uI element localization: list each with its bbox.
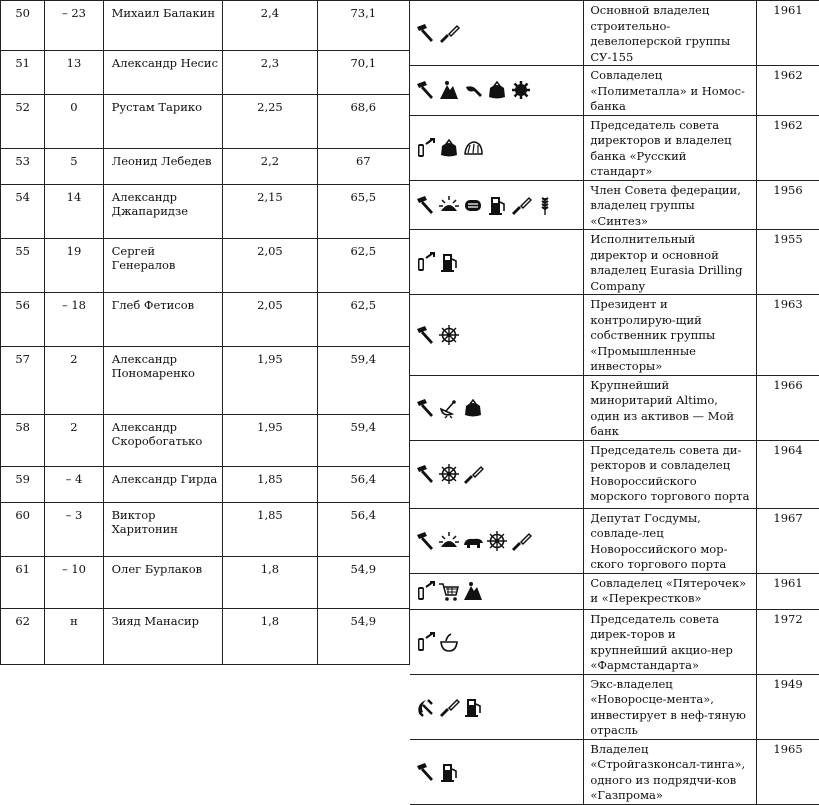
ranking-row	[1, 51, 410, 95]
ranking-row	[1, 347, 410, 415]
ranking-row	[1, 467, 410, 503]
sickle-icon	[414, 696, 436, 718]
bottle-icon	[414, 137, 436, 159]
icons-cell	[410, 1, 584, 66]
value-a-cell: 2,25	[223, 95, 317, 149]
name-cell: Александр Скоробогатько	[103, 415, 223, 467]
ranking-row	[1, 609, 410, 665]
change-cell: – 18	[45, 293, 103, 347]
trowel-icon	[510, 194, 532, 216]
value-a-cell: 1,85	[223, 503, 317, 557]
icons-cell	[410, 115, 584, 180]
details-row	[410, 739, 819, 804]
change-cell: 2	[45, 415, 103, 467]
value-b-cell: 54,9	[317, 609, 409, 665]
details-table	[410, 0, 819, 805]
details-row	[410, 180, 819, 230]
icons-cell	[410, 66, 584, 116]
rank-cell: 53	[1, 149, 45, 185]
ranking-row	[1, 415, 410, 467]
icons-cell	[410, 508, 584, 573]
icons-cell	[410, 739, 584, 804]
oil-icon	[462, 194, 484, 216]
pump-icon	[438, 761, 460, 783]
rank-cell: 52	[1, 95, 45, 149]
trowel-icon	[438, 22, 460, 44]
name-cell: Рустам Тарико	[103, 95, 223, 149]
value-b-cell: 59,4	[317, 415, 409, 467]
name-cell: Сергей Генералов	[103, 239, 223, 293]
details-row	[410, 508, 819, 573]
birth-year-cell: 1965	[757, 739, 819, 804]
value-a-cell: 2,4	[223, 1, 317, 51]
name-cell: Олег Бурлаков	[103, 557, 223, 609]
ranking-row	[1, 149, 410, 185]
value-b-cell: 73,1	[317, 1, 409, 51]
wheel-icon	[438, 463, 460, 485]
value-b-cell: 70,1	[317, 51, 409, 95]
rank-cell: 60	[1, 503, 45, 557]
value-b-cell: 59,4	[317, 347, 409, 415]
cart-icon	[438, 580, 460, 602]
birth-year-cell: 1956	[757, 180, 819, 230]
hammer-icon	[414, 79, 436, 101]
value-a-cell: 2,05	[223, 293, 317, 347]
name-cell: Михаил Балакин	[103, 1, 223, 51]
bottle-icon	[414, 251, 436, 273]
value-a-cell: 1,95	[223, 415, 317, 467]
rank-cell: 59	[1, 467, 45, 503]
hammer-icon	[414, 397, 436, 419]
name-cell: Леонид Лебедев	[103, 149, 223, 185]
details-row	[410, 609, 819, 674]
ranking-row	[1, 185, 410, 239]
trowel-icon	[510, 530, 532, 552]
birth-year-cell: 1972	[757, 609, 819, 674]
value-b-cell: 56,4	[317, 467, 409, 503]
rank-cell: 61	[1, 557, 45, 609]
change-cell: – 23	[45, 1, 103, 51]
value-a-cell: 1,8	[223, 609, 317, 665]
change-cell: 13	[45, 51, 103, 95]
rank-cell: 62	[1, 609, 45, 665]
wheel-icon	[486, 530, 508, 552]
birth-year-cell: 1955	[757, 230, 819, 295]
details-row	[410, 674, 819, 739]
icons-cell	[410, 375, 584, 440]
details-row	[410, 66, 819, 116]
value-b-cell: 68,6	[317, 95, 409, 149]
dish-icon	[438, 397, 460, 419]
pump-icon	[486, 194, 508, 216]
hammer-icon	[414, 530, 436, 552]
description-cell: Исполнительный директор и основной владелец Eurasia Drilling Company	[584, 230, 757, 295]
description-cell: Совладелец «Пятерочек» и «Перекрестков»	[584, 573, 757, 609]
mortar-icon	[438, 631, 460, 653]
change-cell: 2	[45, 347, 103, 415]
change-cell: 0	[45, 95, 103, 149]
hammer-icon	[414, 22, 436, 44]
rank-cell: 50	[1, 1, 45, 51]
bag-icon	[486, 79, 508, 101]
change-cell: – 10	[45, 557, 103, 609]
pump-icon	[462, 696, 484, 718]
birth-year-cell: 1961	[757, 1, 819, 66]
bag-icon	[438, 137, 460, 159]
sun-icon	[438, 530, 460, 552]
details-row	[410, 573, 819, 609]
details-row	[410, 230, 819, 295]
description-cell: Основной владелец строительно-девелоперской группы СУ-155	[584, 1, 757, 66]
icons-cell	[410, 180, 584, 230]
description-cell: Экс-владелец «Новоросце-мента», инвестирует в неф-тяную отрасль	[584, 674, 757, 739]
value-b-cell: 54,9	[317, 557, 409, 609]
details-row	[410, 440, 819, 508]
rank-cell: 55	[1, 239, 45, 293]
details-row	[410, 295, 819, 376]
hammer-icon	[414, 324, 436, 346]
description-cell: Депутат Госдумы, совладе-лец Новороссийского мор-ского торгового порта	[584, 508, 757, 573]
name-cell: Зияд Манасир	[103, 609, 223, 665]
rank-cell: 54	[1, 185, 45, 239]
description-cell: Владелец «Стройгазконсал-тинга», одного из подрядчи-ков «Газпрома»	[584, 739, 757, 804]
description-cell: Совладелец «Полиметалла» и Номос-банка	[584, 66, 757, 116]
change-cell: – 4	[45, 467, 103, 503]
description-cell: Член Совета федерации, владелец группы «Синтез»	[584, 180, 757, 230]
hammer-icon	[414, 761, 436, 783]
name-cell: Александр Пономаренко	[103, 347, 223, 415]
birth-year-cell: 1949	[757, 674, 819, 739]
trowel-icon	[462, 463, 484, 485]
icons-cell	[410, 674, 584, 739]
ranking-table	[0, 0, 410, 665]
value-b-cell: 56,4	[317, 503, 409, 557]
ranking-row	[1, 239, 410, 293]
name-cell: Виктор Харитонин	[103, 503, 223, 557]
ranking-row	[1, 1, 410, 51]
bear-icon	[462, 530, 484, 552]
wheat-icon	[534, 194, 556, 216]
value-a-cell: 1,85	[223, 467, 317, 503]
value-b-cell: 62,5	[317, 293, 409, 347]
details-row	[410, 375, 819, 440]
value-a-cell: 2,15	[223, 185, 317, 239]
change-cell: н	[45, 609, 103, 665]
bag-icon	[462, 397, 484, 419]
birth-year-cell: 1962	[757, 66, 819, 116]
icons-cell	[410, 440, 584, 508]
rank-cell: 58	[1, 415, 45, 467]
value-b-cell: 67	[317, 149, 409, 185]
icons-cell	[410, 230, 584, 295]
description-cell: Председатель совета ди-ректоров и совладелец Новороссийского морского торгового порта	[584, 440, 757, 508]
ranking-row	[1, 293, 410, 347]
details-row	[410, 1, 819, 66]
details-row	[410, 115, 819, 180]
value-a-cell: 2,3	[223, 51, 317, 95]
trowel-icon	[438, 696, 460, 718]
bottle-icon	[414, 580, 436, 602]
name-cell: Александр Джапаридзе	[103, 185, 223, 239]
wheel-icon	[438, 324, 460, 346]
rank-cell: 51	[1, 51, 45, 95]
ladle-icon	[462, 79, 484, 101]
change-cell: – 3	[45, 503, 103, 557]
icons-cell	[410, 609, 584, 674]
birth-year-cell: 1962	[757, 115, 819, 180]
birth-year-cell: 1963	[757, 295, 819, 376]
hammer-icon	[414, 463, 436, 485]
ranking-row	[1, 503, 410, 557]
icons-cell	[410, 573, 584, 609]
bottle-icon	[414, 631, 436, 653]
name-cell: Глеб Фетисов	[103, 293, 223, 347]
description-cell: Председатель совета директоров и владелец банка «Русский стандарт»	[584, 115, 757, 180]
value-a-cell: 2,05	[223, 239, 317, 293]
birth-year-cell: 1966	[757, 375, 819, 440]
sun-icon	[438, 194, 460, 216]
change-cell: 19	[45, 239, 103, 293]
value-b-cell: 62,5	[317, 239, 409, 293]
mountain-icon	[462, 580, 484, 602]
hammer-icon	[414, 194, 436, 216]
ranking-row	[1, 95, 410, 149]
rank-cell: 56	[1, 293, 45, 347]
description-cell: Президент и контролирую-щий собственник группы «Промышленные инвесторы»	[584, 295, 757, 376]
change-cell: 14	[45, 185, 103, 239]
name-cell: Александр Несис	[103, 51, 223, 95]
description-cell: Председатель совета дирек-торов и крупнейший акцио-нер «Фармстандарта»	[584, 609, 757, 674]
description-cell: Крупнейший миноритарий Altimo, один из активов — Мой банк	[584, 375, 757, 440]
gear-icon	[510, 79, 532, 101]
ranking-row	[1, 557, 410, 609]
value-a-cell: 2,2	[223, 149, 317, 185]
birth-year-cell: 1964	[757, 440, 819, 508]
value-a-cell: 1,8	[223, 557, 317, 609]
value-a-cell: 1,95	[223, 347, 317, 415]
icons-cell	[410, 295, 584, 376]
birth-year-cell: 1967	[757, 508, 819, 573]
bread-icon	[462, 137, 484, 159]
name-cell: Александр Гирда	[103, 467, 223, 503]
value-b-cell: 65,5	[317, 185, 409, 239]
change-cell: 5	[45, 149, 103, 185]
mountain-icon	[438, 79, 460, 101]
pump-icon	[438, 251, 460, 273]
birth-year-cell: 1961	[757, 573, 819, 609]
rank-cell: 57	[1, 347, 45, 415]
